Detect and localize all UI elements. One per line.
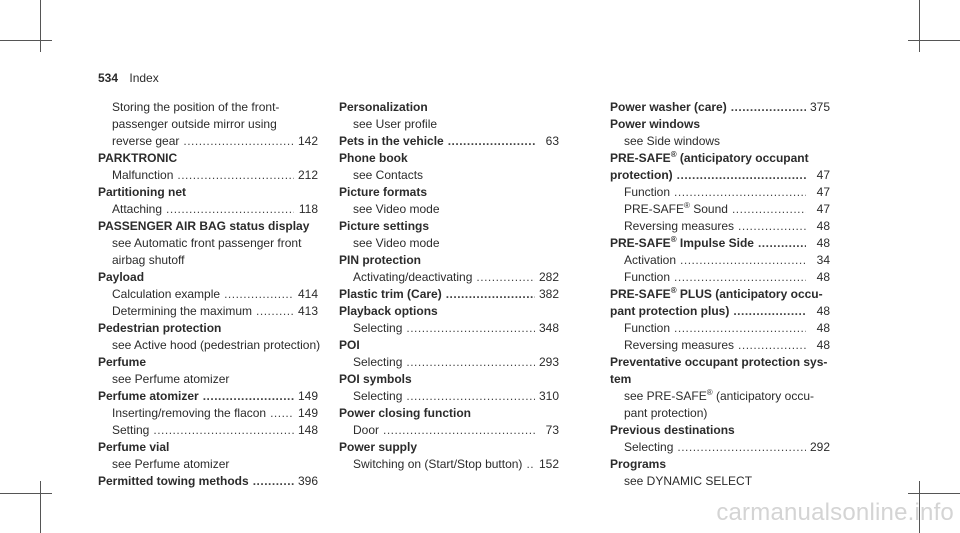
- leader-dots: [153, 422, 294, 439]
- index-heading: Picture settings: [339, 219, 430, 233]
- index-subentry: see Automatic front passenger front: [112, 236, 302, 250]
- entry-label: Setting: [112, 423, 150, 437]
- index-subentry: see Video mode: [353, 202, 440, 216]
- entry-label: Permitted towing methods: [98, 474, 249, 488]
- watermark-logo: carmanualsonline.info: [716, 499, 954, 526]
- index-heading: Picture formats: [339, 185, 428, 199]
- page-reference[interactable]: 375: [809, 100, 830, 114]
- index-subentry: [98, 303, 318, 320]
- index-heading: POI symbols: [339, 372, 412, 386]
- entry-label: Door: [353, 423, 380, 437]
- index-heading: tem: [610, 372, 632, 386]
- page-header: [98, 71, 159, 85]
- entry-label: Calculation example: [112, 287, 221, 301]
- index-subentry: [610, 337, 830, 354]
- page-reference[interactable]: 47: [816, 168, 830, 182]
- entry-label: Reversing measures: [624, 219, 735, 233]
- crop-mark: [40, 40, 41, 41]
- index-heading: Partitioning net: [98, 185, 186, 199]
- index-subentry: see User profile: [353, 117, 438, 131]
- entry-label: Selecting: [624, 440, 674, 454]
- page-reference[interactable]: 118: [298, 202, 318, 216]
- index-subentry: see Contacts: [353, 168, 424, 182]
- index-subentry: [98, 167, 318, 184]
- index-heading: POI: [339, 338, 360, 352]
- entry-label: PRE-SAFE® Impulse Side: [610, 235, 754, 250]
- index-heading: PRE-SAFE® PLUS (anticipatory occu-: [610, 286, 823, 301]
- index-heading: PIN protection: [339, 253, 422, 267]
- index-subentry: [339, 269, 559, 286]
- index-subentry: [339, 388, 559, 405]
- leader-dots: [674, 184, 806, 201]
- crop-mark: [919, 0, 920, 52]
- page-reference[interactable]: 382: [538, 287, 559, 301]
- entry-label: Malfunction: [112, 168, 174, 182]
- page-reference[interactable]: 282: [538, 270, 559, 284]
- entry-label: protection): [610, 168, 673, 182]
- index-heading: [98, 473, 318, 490]
- leader-dots: [526, 456, 535, 473]
- index-heading: Power supply: [339, 440, 418, 454]
- crop-mark: [0, 40, 52, 41]
- page-reference[interactable]: 47: [816, 202, 830, 216]
- index-heading: [98, 388, 318, 405]
- leader-dots: [476, 269, 535, 286]
- index-heading: Programs: [610, 457, 667, 471]
- page-reference[interactable]: 48: [816, 321, 830, 335]
- leader-dots: [448, 133, 535, 150]
- leader-dots: [256, 303, 294, 320]
- entry-label: Selecting: [353, 355, 403, 369]
- page-reference[interactable]: 73: [545, 423, 559, 437]
- crop-mark: [908, 40, 960, 41]
- leader-dots: [203, 388, 294, 405]
- leader-dots: [677, 439, 806, 456]
- index-subentry: [339, 422, 559, 439]
- leader-dots: [732, 201, 806, 218]
- index-subentry: [339, 456, 559, 473]
- index-subentry: Storing the position of the front-: [112, 100, 280, 114]
- page-reference[interactable]: 414: [297, 287, 318, 301]
- index-subentry: airbag shutoff: [112, 253, 185, 267]
- page-reference[interactable]: 47: [816, 185, 830, 199]
- entry-label: reverse gear: [112, 134, 180, 148]
- page-reference[interactable]: 48: [816, 304, 830, 318]
- index-subentry: [610, 320, 830, 337]
- index-heading: Previous destinations: [610, 423, 735, 437]
- index-heading: PARKTRONIC: [98, 151, 178, 165]
- page-reference[interactable]: 348: [538, 321, 559, 335]
- page-reference[interactable]: 293: [538, 355, 559, 369]
- entry-label: Switching on (Start/Stop button): [353, 457, 523, 471]
- index-heading: PRE-SAFE® (anticipatory occupant: [610, 150, 809, 165]
- crop-mark: [40, 0, 41, 52]
- index-subentry: see Video mode: [353, 236, 440, 250]
- entry-label: Attaching: [112, 202, 163, 216]
- index-heading: Power windows: [610, 117, 701, 131]
- leader-dots: [383, 422, 535, 439]
- leader-dots: [674, 269, 806, 286]
- page-reference[interactable]: 310: [538, 389, 559, 403]
- index-subentry: [339, 354, 559, 371]
- leader-dots: [731, 99, 806, 116]
- page-reference[interactable]: 152: [538, 457, 559, 471]
- leader-dots: [446, 286, 535, 303]
- index-column-1: [98, 99, 321, 490]
- entry-label: Perfume atomizer: [98, 389, 199, 403]
- page-reference[interactable]: 149: [297, 406, 318, 420]
- leader-dots: [253, 473, 294, 490]
- leader-dots: [224, 286, 294, 303]
- page-reference[interactable]: 396: [297, 474, 318, 488]
- index-subentry: see Perfume atomizer: [112, 372, 230, 386]
- index-column-3: [610, 99, 830, 490]
- index-heading: [610, 235, 830, 252]
- entry-label: Plastic trim (Care): [339, 287, 442, 301]
- index-heading: [339, 133, 559, 150]
- entry-label: Reversing measures: [624, 338, 735, 352]
- index-heading: Pedestrian protection: [98, 321, 222, 335]
- page-reference[interactable]: 48: [816, 236, 830, 250]
- leader-dots: [733, 303, 806, 320]
- index-heading: Playback options: [339, 304, 438, 318]
- crop-mark: [40, 481, 41, 533]
- index-heading: [339, 286, 559, 303]
- index-subentry: [98, 201, 318, 218]
- index-subentry: see DYNAMIC SELECT: [624, 474, 753, 488]
- index-subentry: see Side windows: [624, 134, 721, 148]
- entry-label: pant protection plus): [610, 304, 730, 318]
- leader-dots: [406, 320, 535, 337]
- index-subentry: [610, 218, 830, 235]
- page-reference[interactable]: 212: [297, 168, 318, 182]
- entry-label: Inserting/removing the flacon: [112, 406, 267, 420]
- index-heading: Perfume vial: [98, 440, 170, 454]
- leader-dots: [177, 167, 294, 184]
- index-heading: Preventative occupant protection sys-: [610, 355, 828, 369]
- entry-label: Power washer (care): [610, 100, 727, 114]
- leader-dots: [738, 337, 806, 354]
- entry-label: Function: [624, 270, 671, 284]
- page-reference[interactable]: 48: [816, 338, 830, 352]
- entry-label: Pets in the vehicle: [339, 134, 444, 148]
- leader-dots: [738, 218, 806, 235]
- page-reference[interactable]: 48: [816, 270, 830, 284]
- page-reference[interactable]: 48: [816, 219, 830, 233]
- entry-label: Selecting: [353, 389, 403, 403]
- page-reference[interactable]: 142: [297, 134, 318, 148]
- page-number: 534: [98, 71, 119, 85]
- index-heading: Payload: [98, 270, 145, 284]
- index-subentry: [98, 286, 318, 303]
- index-subentry: passenger outside mirror using: [112, 117, 277, 131]
- leader-dots: [680, 252, 806, 269]
- leader-dots: [677, 167, 806, 184]
- index-subentry: [98, 133, 318, 150]
- page-reference[interactable]: 292: [809, 440, 830, 454]
- index-subentry: [98, 422, 318, 439]
- page-reference[interactable]: 148: [297, 423, 318, 437]
- entry-label: Function: [624, 321, 671, 335]
- entry-label: Activation: [624, 253, 677, 267]
- leader-dots: [183, 133, 294, 150]
- leader-dots: [406, 354, 535, 371]
- index-heading: Power closing function: [339, 406, 472, 420]
- index-heading: [610, 99, 830, 116]
- index-heading: [610, 167, 830, 184]
- section-title: Index: [129, 71, 159, 85]
- entry-label: Determining the maximum: [112, 304, 253, 318]
- leader-dots: [166, 201, 294, 218]
- index-heading: [610, 303, 830, 320]
- index-column-2: [339, 99, 559, 473]
- page-reference[interactable]: 413: [297, 304, 318, 318]
- leader-dots: [758, 235, 806, 252]
- index-subentry: see Perfume atomizer: [112, 457, 230, 471]
- index-subentry: [610, 269, 830, 286]
- crop-mark: [0, 493, 52, 494]
- leader-dots: [674, 320, 806, 337]
- leader-dots: [406, 388, 535, 405]
- crop-mark: [908, 493, 960, 494]
- index-heading: Perfume: [98, 355, 147, 369]
- page-reference[interactable]: 149: [297, 389, 318, 403]
- index-subentry: pant protection): [624, 406, 708, 420]
- entry-label: Activating/deactivating: [353, 270, 473, 284]
- index-subentry: [610, 252, 830, 269]
- index-heading: Personalization: [339, 100, 428, 114]
- index-subentry: [610, 439, 830, 456]
- index-subentry: [610, 201, 830, 218]
- index-heading: Phone book: [339, 151, 408, 165]
- entry-label: Selecting: [353, 321, 403, 335]
- index-heading: PASSENGER AIR BAG status display: [98, 219, 310, 233]
- index-subentry: [98, 405, 318, 422]
- leader-dots: [270, 405, 294, 422]
- entry-label: PRE-SAFE® Sound: [624, 201, 728, 216]
- page-reference[interactable]: 34: [816, 253, 830, 267]
- index-subentry: see Active hood (pedestrian protection): [112, 338, 321, 352]
- entry-label: Function: [624, 185, 671, 199]
- index-subentry: see PRE-SAFE® (anticipatory occu-: [624, 388, 814, 403]
- page-reference[interactable]: 63: [545, 134, 559, 148]
- index-subentry: [339, 320, 559, 337]
- index-subentry: [610, 184, 830, 201]
